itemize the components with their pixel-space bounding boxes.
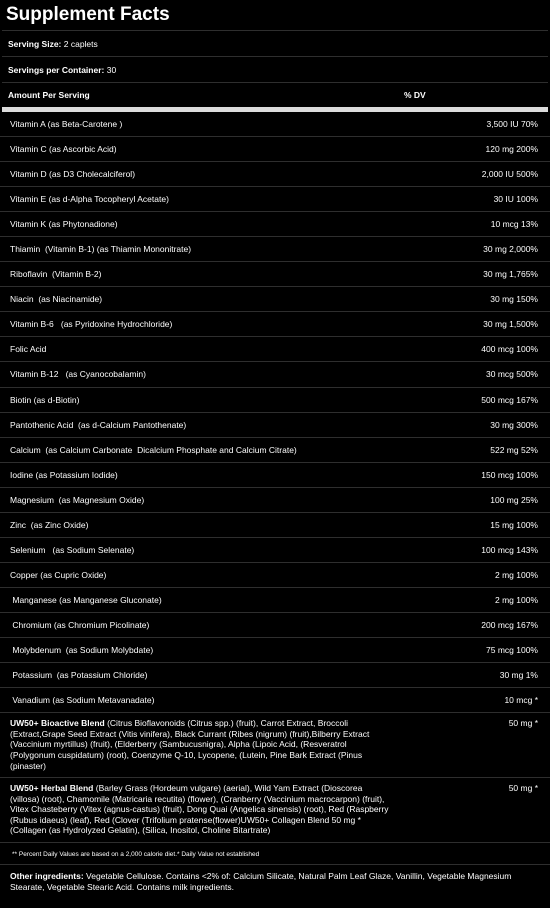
nutrient-amount: 522 mg 52% (490, 444, 538, 455)
nutrient-row (0, 362, 550, 387)
blend-list (0, 713, 550, 843)
nutrient-amount: 10 mcg * (504, 695, 538, 706)
nutrient-amount: 500 mcg 167% (481, 394, 538, 405)
nutrient-amount: 15 mg 100% (490, 519, 538, 530)
nutrient-list (0, 112, 550, 713)
blend-amount: 50 mg * (508, 783, 538, 794)
nutrient-name: Folic Acid (10, 344, 47, 355)
serving-size-value: 2 caplets (61, 38, 98, 49)
nutrient-amount: 30 mcg 500% (486, 369, 538, 380)
nutrient-row (0, 237, 550, 262)
nutrient-row (0, 688, 550, 713)
nutrient-row (0, 563, 550, 588)
nutrient-name: Vitamin D (as D3 Cholecalciferol) (10, 169, 136, 180)
nutrient-amount: 150 mcg 100% (481, 469, 538, 480)
footnote: ** Percent Daily Values are based on a 2,000 calorie diet.* Daily Value not established (0, 843, 550, 865)
nutrient-amount: 30 mg 150% (490, 294, 538, 305)
nutrient-row (0, 162, 550, 187)
nutrient-name: Potassium (as Potassium Chloride) (10, 670, 148, 681)
nutrient-name: Chromium (as Chromium Picolinate) (10, 619, 150, 630)
other-ingredients-label: Other ingredients: (10, 871, 84, 882)
nutrient-amount: 400 mcg 100% (481, 344, 538, 355)
nutrient-row (0, 312, 550, 337)
servings-per-container (0, 57, 550, 82)
nutrient-amount: 2,000 IU 500% (481, 169, 538, 180)
nutrient-row (0, 638, 550, 663)
nutrient-name: Niacin (as Niacinamide) (10, 294, 103, 305)
nutrient-name: Pantothenic Acid (as d-Calcium Pantothenate) (10, 419, 187, 430)
nutrient-row (0, 388, 550, 413)
nutrient-name: Vitamin E (as d-Alpha Tocopheryl Acetate) (10, 194, 169, 205)
blend-amount: 50 mg * (508, 718, 538, 729)
nutrient-row (0, 413, 550, 438)
amount-per-serving-header: Amount Per Serving (8, 90, 90, 100)
nutrient-amount: 3,500 IU 70% (486, 119, 538, 130)
nutrient-amount: 2 mg 100% (495, 594, 538, 605)
nutrient-row (0, 287, 550, 312)
nutrient-name: Vitamin C (as Ascorbic Acid) (10, 144, 117, 155)
nutrient-name: Thiamin (Vitamin B-1) (as Thiamin Mononitrate) (10, 244, 192, 255)
nutrient-row (0, 262, 550, 287)
nutrient-name: Vitamin B-6 (as Pyridoxine Hydrochloride) (10, 319, 173, 330)
nutrient-row (0, 588, 550, 613)
nutrient-row (0, 187, 550, 212)
nutrient-row (0, 112, 550, 137)
nutrient-row (0, 137, 550, 162)
nutrient-amount: 120 mg 200% (485, 144, 538, 155)
nutrient-name: Manganese (as Manganese Gluconate) (10, 594, 162, 605)
nutrient-amount: 200 mcg 167% (481, 619, 538, 630)
nutrient-name: Biotin (as d-Biotin) (10, 394, 80, 405)
blend-row (0, 778, 550, 843)
blend-ingredients: (Barley Grass (Hordeum vulgare) (aerial), Wild Yam Extract (Dioscorea (villosa) (root), Chamomile (Matricaria recutita) (flower), (Cranberry (Vaccinium macrocarpon) (fruit), Vitex Chasteberry (Vitex (agnus-castus) (fruit), Dong Quai (Angelica sinensis) (root), Red (Raspberry (Rubus idaeus) (leaf), Red (Clover (Trifolium pratense(flower)UW50+ Collagen Blend 50 mg * (Collagen (as Hydrolyzed Gelatin), (Silica, Inositol, Choline Bitartrate) (10, 783, 389, 836)
nutrient-name: Iodine (as Potassium Iodide) (10, 469, 118, 480)
nutrient-name: Vitamin A (as Beta-Carotene ) (10, 119, 123, 130)
nutrient-row (0, 538, 550, 563)
blend-row (0, 713, 550, 778)
nutrient-name: Molybdenum (as Sodium Molybdate) (10, 645, 154, 655)
other-ingredients-text: Vegetable Cellulose. Contains <2% of: Calcium Silicate, Natural Palm Leaf Glaze, Vanillin, Vegetable Magnesium Stearate, Vegetable Stearic Acid. Contains milk ingredients. (10, 871, 512, 893)
nutrient-name: Zinc (as Zinc Oxide) (10, 519, 89, 530)
nutrient-row (0, 488, 550, 513)
serving-size-label: Serving Size: (8, 38, 62, 49)
nutrient-row (0, 212, 550, 237)
blend-name: UW50+ Bioactive Blend (10, 718, 105, 729)
table-header (0, 83, 550, 107)
dv-header: % DV (404, 90, 426, 100)
nutrient-row (0, 613, 550, 638)
blend-name: UW50+ Herbal Blend (10, 783, 94, 794)
serving-size (0, 31, 550, 56)
nutrient-row (0, 337, 550, 362)
servings-label: Servings per Container: (8, 64, 105, 75)
nutrient-name: Calcium (as Calcium Carbonate Dicalcium Phosphate and Calcium Citrate) (10, 444, 297, 455)
nutrient-row (0, 663, 550, 688)
panel-title: Supplement Facts (6, 4, 170, 25)
nutrient-name: Vanadium (as Sodium Metavanadate) (10, 695, 155, 706)
servings-value: 30 (104, 64, 117, 75)
nutrient-name: Selenium (as Sodium Selenate) (10, 544, 135, 555)
nutrient-amount: 30 mg 2,000% (483, 244, 538, 255)
blend-ingredients: (Citrus Bioflavonoids (Citrus spp.) (fruit), Carrot Extract, Broccoli (Extract,Grape Seed Extract (Vitis vinifera), Black Currant (Ribes (nigrum) (fruit),Bilberry Extract (Vaccinium myrtillus) (fruit), (Elderberry (Sambucusnigra), Alpha (Lipoic Acid, (Resveratrol (Polygonum cuspidatum) (root), Coenzyme Q-10, Lycopene, (Lutein, Pine Bark Extract (Pinus (pinaster) (10, 718, 370, 771)
blend-description (10, 718, 390, 771)
nutrient-amount: 2 mg 100% (495, 569, 538, 580)
nutrient-amount: 75 mcg 100% (486, 645, 538, 655)
nutrient-name: Vitamin B-12 (as Cyanocobalamin) (10, 369, 146, 380)
nutrient-amount: 100 mg 25% (490, 494, 538, 505)
nutrient-amount: 30 mg 1% (499, 670, 538, 681)
nutrient-name: Magnesium (as Magnesium Oxide) (10, 494, 145, 505)
nutrient-amount: 30 mg 1,765% (483, 269, 538, 280)
other-ingredients (0, 865, 550, 893)
nutrient-name: Riboflavin (Vitamin B-2) (10, 269, 102, 280)
nutrient-amount: 30 IU 100% (493, 194, 538, 205)
nutrient-name: Vitamin K (as Phytonadione) (10, 219, 118, 230)
nutrient-row (0, 463, 550, 488)
nutrient-row (0, 513, 550, 538)
nutrient-amount: 100 mcg 143% (481, 544, 538, 555)
nutrient-name: Copper (as Cupric Oxide) (10, 569, 107, 580)
blend-description (10, 783, 390, 836)
nutrient-row (0, 438, 550, 463)
nutrient-amount: 30 mg 1,500% (483, 319, 538, 330)
nutrient-amount: 30 mg 300% (490, 419, 538, 430)
nutrient-amount: 10 mcg 13% (490, 219, 538, 230)
